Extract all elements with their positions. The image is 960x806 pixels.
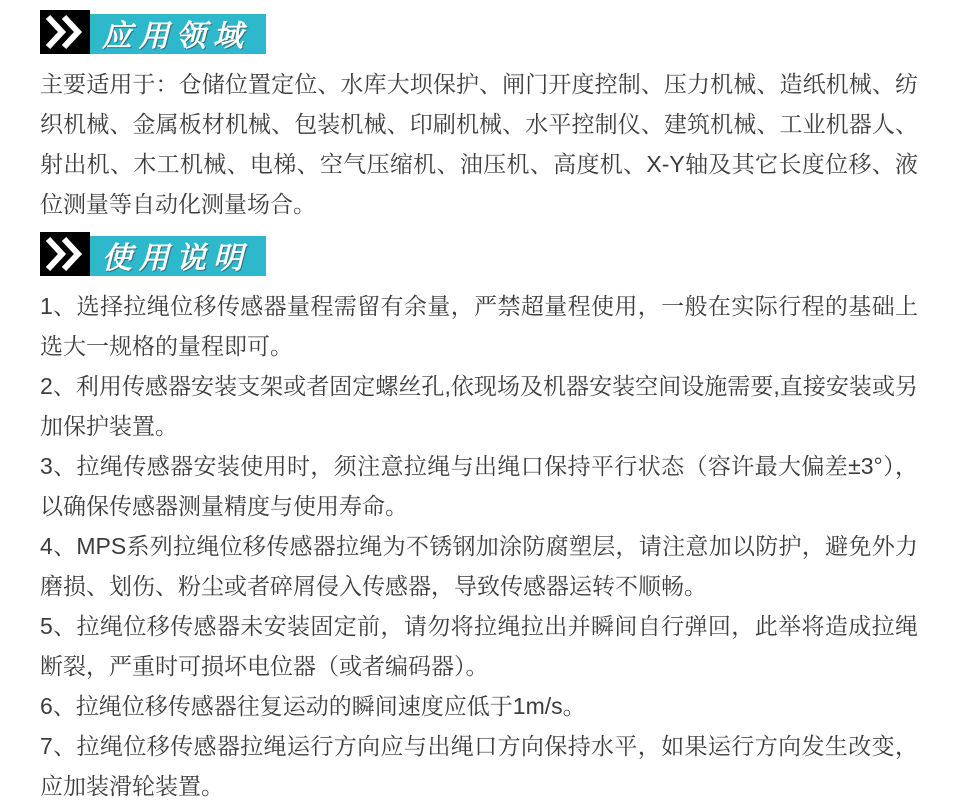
section-application-areas — [40, 8, 918, 224]
section-usage-instructions — [40, 230, 918, 806]
section-header — [40, 230, 918, 276]
section-body — [40, 64, 918, 224]
double-chevron-icon — [40, 232, 90, 276]
list-item: 2、利用传感器安装支架或者固定螺丝孔,依现场及机器安装空间设施需要,直接安装或另加保护装置。 — [40, 373, 918, 439]
section-body — [40, 286, 918, 806]
list-item: 5、拉绳位移传感器未安装固定前，请勿将拉绳拉出并瞬间自行弹回，此举将造成拉绳断裂，严重时可损坏电位器（或者编码器）。 — [40, 613, 918, 679]
section-title: 使用说明 — [90, 236, 266, 276]
list-item: 6、拉绳位移传感器往复运动的瞬间速度应低于1m/s。 — [40, 693, 586, 719]
paragraph: 主要适用于：仓储位置定位、水库大坝保护、闸门开度控制、压力机械、造纸机械、纺织机械、金属板材机械、包装机械、印刷机械、水平控制仪、建筑机械、工业机器人、射出机、木工机械、电梯、空气压缩机、油压机、高度机、X-Y轴及其它长度位移、液位测量等自动化测量场合。 — [40, 71, 918, 217]
list-item: 4、MPS系列拉绳位移传感器拉绳为不锈钢加涂防腐塑层，请注意加以防护，避免外力磨损、划伤、粉尘或者碎屑侵入传感器，导致传感器运转不顺畅。 — [40, 533, 918, 599]
section-header — [40, 8, 918, 54]
section-title: 应用领域 — [90, 14, 266, 54]
list-item: 1、选择拉绳位移传感器量程需留有余量，严禁超量程使用，一般在实际行程的基础上选大一规格的量程即可。 — [40, 293, 918, 359]
list-item: 7、拉绳位移传感器拉绳运行方向应与出绳口方向保持水平，如果运行方向发生改变，应加装滑轮装置。 — [40, 733, 918, 799]
list-item: 3、拉绳传感器安装使用时，须注意拉绳与出绳口保持平行状态（容许最大偏差±3°），以确保传感器测量精度与使用寿命。 — [40, 453, 918, 519]
double-chevron-icon — [40, 10, 90, 54]
